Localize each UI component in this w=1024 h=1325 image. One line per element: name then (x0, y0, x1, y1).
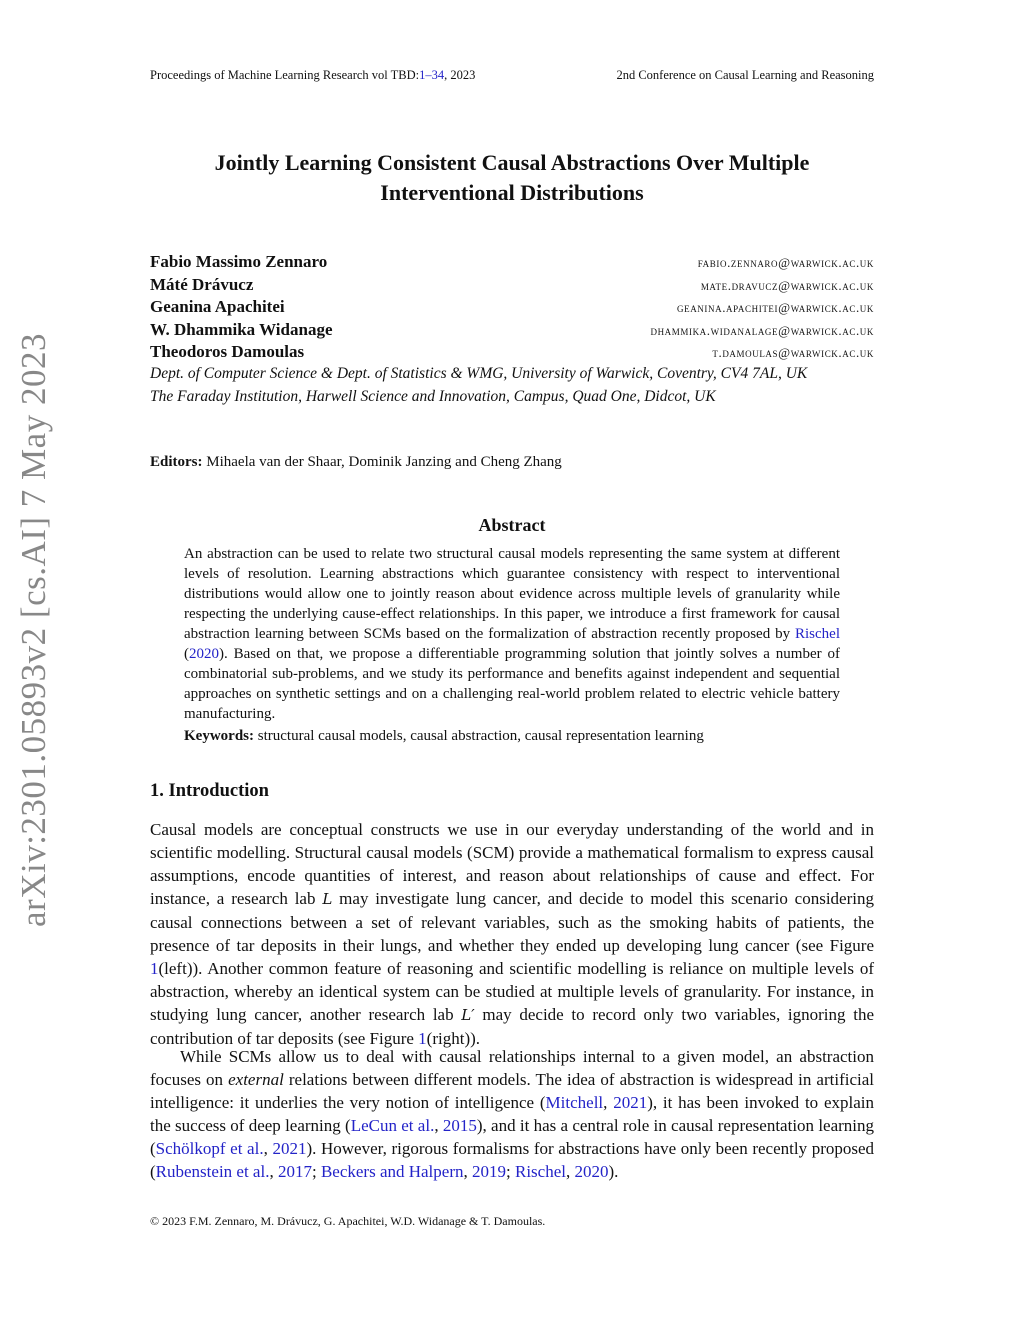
text-run: , (434, 1116, 443, 1135)
affiliation: The Faraday Institution, Harwell Science and Innovation, Campus, Quad One, Didcot, UK (150, 387, 716, 405)
citation-year-link[interactable]: 2015 (442, 1116, 477, 1135)
text-run: , (463, 1162, 472, 1181)
citation-year-link[interactable]: 2020 (574, 1162, 609, 1181)
author-name: Geanina Apachitei (150, 297, 285, 316)
author-email[interactable]: mate.dravucz@warwick.ac.uk (700, 277, 874, 293)
text-run: ), and it has a central role in causal representation learning ( (150, 1116, 875, 1158)
header-pages-link[interactable]: 1–34 (419, 68, 445, 82)
abstract-part: ). Based on that, we propose a differentiable programming solution that jointly solves a number of combinatorial sub-problems, and we study its performance and benefits against independent and sequential approaches on synthetic settings and on a challenging real-world problem related to electric vehicle battery manufacturing. (184, 646, 840, 722)
citation-link[interactable]: Rischel (514, 1162, 566, 1181)
paper-title (150, 148, 874, 208)
figure-ref-link[interactable]: 1 (150, 959, 159, 978)
editors-names: Mihaela van der Shaar, Dominik Janzing and Cheng Zhang (202, 454, 562, 470)
editors-line (150, 454, 562, 471)
text-run: relations between different models. The idea of abstraction is widespread in artificial intelligence: it underlies the very notion of intelligence ( (150, 1070, 874, 1112)
text-run: (right)). (426, 1029, 481, 1048)
author-row (150, 320, 874, 343)
text-run: Causal models are conceptual constructs we use in our everyday understanding of the world and in scientific modelling. Structural causal models (SCM) provide a mathematical formalism to express causal assumptions, encode quantities of interest, and reason about relationships of cause and effect. For instance, a research lab (150, 820, 874, 908)
author-row (150, 275, 874, 298)
citation-year-link[interactable]: 2017 (277, 1162, 312, 1181)
running-header-left (150, 68, 475, 83)
keywords-label: Keywords: (184, 728, 254, 744)
section-number: 1. (150, 781, 164, 801)
text-run: , (603, 1093, 614, 1112)
citation-year-link[interactable]: 2021 (272, 1139, 307, 1158)
text-run: ), it has been invoked to explain the success of deep learning ( (150, 1093, 874, 1135)
text-run: While SCMs allow us to deal with causal relationships internal to a given model, an abstraction focuses on (150, 1047, 874, 1089)
abstract-part: An abstraction can be used to relate two structural causal models representing the same system at different levels of resolution. Learning abstractions which guarantee consistency with respect to interventional distributions would allow one to jointly reason about evidence across multiple levels of granularity while respecting the underlying cause-effect relationships. In this paper, we introduce a first framework for causal abstraction learning between SCMs based on the formalization of abstraction recently proposed by (184, 546, 840, 642)
author-name: Máté Drávucz (150, 274, 254, 294)
citation-link[interactable]: Beckers and Halpern (320, 1162, 464, 1181)
math-symbol: L′ (461, 1006, 475, 1024)
author-row (150, 342, 874, 365)
citation-year-link[interactable]: 2019 (472, 1162, 506, 1181)
text-run: , (269, 1162, 278, 1181)
author-email[interactable]: t.damoulas@warwick.ac.uk (712, 345, 874, 360)
figure-ref-link[interactable]: 1 (418, 1029, 427, 1048)
author-email[interactable]: dhammika.widanalage@warwick.ac.uk (650, 322, 874, 338)
text-run: ; (311, 1162, 321, 1181)
emphasis: external (228, 1070, 284, 1089)
intro-paragraph-1 (150, 818, 874, 1050)
citation-link[interactable]: LeCun et al. (350, 1116, 435, 1135)
header-journal: Proceedings of Machine Learning Research vol TBD: (150, 68, 420, 82)
abstract-part: ( (184, 646, 189, 662)
author-row (150, 252, 874, 275)
keywords-text: structural causal models, causal abstraction, causal representation learning (254, 728, 704, 744)
title-line-1: Jointly Learning Consistent Causal Abstractions Over Multiple (214, 150, 810, 175)
running-header-right: 2nd Conference on Causal Learning and Reasoning (616, 68, 874, 82)
citation-link[interactable]: Rubenstein et al. (155, 1162, 270, 1181)
citation-link[interactable]: Schölkopf et al. (155, 1139, 264, 1158)
text-run: ). (608, 1162, 619, 1181)
text-run: may investigate lung cancer, and decide to model this scenario considering causal connections between a set of relevant variables, such as the smoking habits of patients, the presence of tar deposits in their lungs, and whether they ended up developing lung cancer (see Figure (150, 889, 874, 955)
title-line-2: Interventional Distributions (380, 180, 644, 205)
text-run: may decide to record only two variables, ignoring the contribution of tar deposits (see Figure (150, 1005, 874, 1048)
author-block (150, 252, 874, 411)
section-heading (150, 781, 269, 802)
citation-link[interactable]: Rischel (795, 626, 840, 642)
text-run: (left)). Another common feature of reasoning and scientific modelling is reliance on multiple levels of abstraction, whereby an identical system can be studied at multiple levels of granularity. For instance, in studying lung cancer, another research lab (150, 959, 874, 1024)
author-name: Theodoros Damoulas (150, 342, 305, 361)
abstract-heading: Abstract (478, 515, 546, 535)
citation-year-link[interactable]: 2020 (189, 646, 219, 662)
author-email[interactable]: geanina.apachitei@warwick.ac.uk (677, 300, 874, 315)
author-row (150, 297, 874, 320)
affiliation: Dept. of Computer Science & Dept. of Statistics & WMG, University of Warwick, Coventry, CV4 7AL, UK (150, 364, 808, 382)
header-year: , 2023 (444, 68, 476, 82)
text-run: ; (506, 1162, 515, 1181)
editors-label: Editors: (150, 454, 203, 470)
text-run: , (565, 1162, 575, 1181)
author-name: Fabio Massimo Zennaro (150, 252, 328, 271)
section-title: Introduction (168, 781, 269, 801)
copyright-footer: © 2023 F.M. Zennaro, M. Drávucz, G. Apachitei, W.D. Widanage & T. Damoulas. (150, 1214, 546, 1228)
author-email[interactable]: fabio.zennaro@warwick.ac.uk (697, 255, 874, 270)
text-run: ). However, rigorous formalisms for abstractions have only been recently proposed ( (150, 1139, 875, 1181)
citation-year-link[interactable]: 2021 (613, 1093, 648, 1112)
intro-paragraph-2 (150, 1045, 874, 1183)
citation-link[interactable]: Mitchell (545, 1093, 604, 1112)
author-name: W. Dhammika Widanage (150, 319, 333, 339)
arxiv-stamp: arXiv:2301.05893v2 [cs.AI] 7 May 2023 (14, 333, 53, 927)
abstract-text (184, 544, 840, 724)
keywords-line (184, 728, 840, 745)
math-symbol: L (322, 890, 333, 908)
text-run: , (263, 1139, 273, 1158)
